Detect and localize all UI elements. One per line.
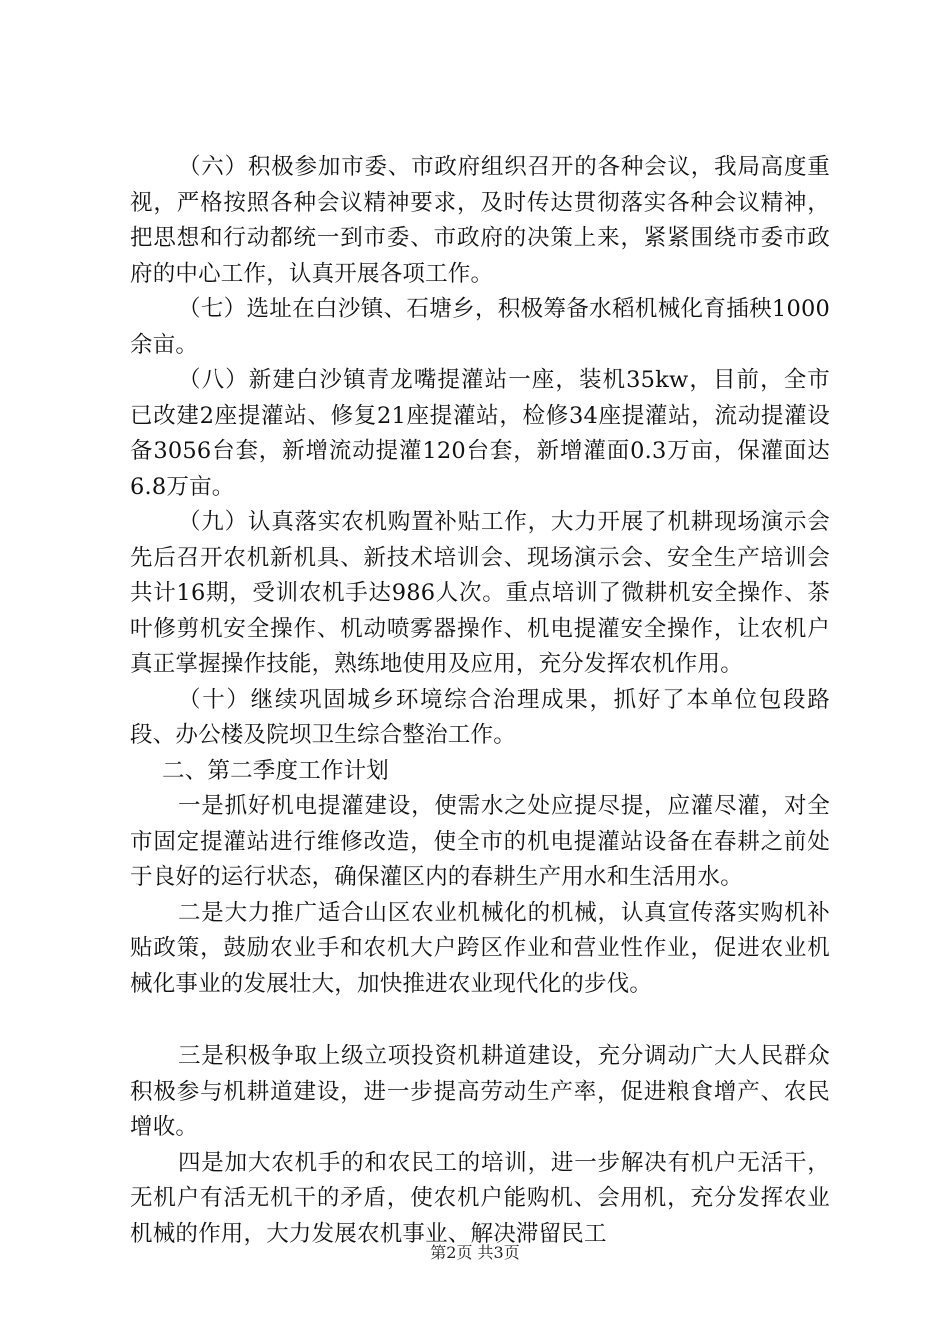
section-heading-q2-plan: 二、第二季度工作计划 bbox=[162, 757, 390, 784]
plan-paragraph-4: 四是加大农机手的和农民工的培训，进一步解决有机户无活干，无机户有活无机干的矛盾，使农机户能购机、会用机，充分发挥农业机械的作用，大力发展农机事业、解决滞留民工 bbox=[130, 1149, 830, 1247]
page-number-footer: 第2页 共3页 bbox=[430, 1243, 520, 1262]
paragraph-item-6: （六）积极参加市委、市政府组织召开的各种会议，我局高度重视，严格按照各种会议精神要求，及时传达贯彻落实各种会议精神，把思想和行动都统一到市委、市政府的决策上来，紧紧围绕市委市政府的中心工作，认真开展各项工作。 bbox=[130, 154, 830, 287]
paragraph-item-9: （九）认真落实农机购置补贴工作，大力开展了机耕现场演示会先后召开农机新机具、新技术培训会、现场演示会、安全生产培训会共计16期，受训农机手达986人次。重点培训了微耕机安全操作、茶叶修剪机安全操作、机动喷雾器操作、机电提灌安全操作，让农机户真正掌握操作技能，熟练地使用及应用，充分发挥农机作用。 bbox=[130, 509, 830, 677]
plan-paragraph-1: 一是抓好机电提灌建设，使需水之处应提尽提，应灌尽灌，对全市固定提灌站进行维修改造，使全市的机电提灌站设备在春耕之前处于良好的运行状态，确保灌区内的春耕生产用水和生活用水。 bbox=[130, 793, 830, 890]
paragraph-item-8: （八）新建白沙镇青龙嘴提灌站一座，装机35kw，目前，全市已改建2座提灌站、修复21座提灌站，检修34座提灌站，流动提灌设备3056台套，新增流动提灌120台套，新增灌面0.3万亩，保灌面达6.8万亩。 bbox=[130, 367, 830, 500]
plan-paragraph-3: 三是积极争取上级立项投资机耕道建设，充分调动广大人民群众积极参与机耕道建设，进一步提高劳动生产率，促进粮食增产、农民增收。 bbox=[130, 1043, 830, 1140]
paragraph-item-7: （七）选址在白沙镇、石塘乡，积极筹备水稻机械化育插秧1000余亩。 bbox=[130, 296, 830, 358]
paragraph-item-10: （十）继续巩固城乡环境综合治理成果，抓好了本单位包段路段、办公楼及院坝卫生综合整治工作。 bbox=[130, 686, 830, 748]
document-body bbox=[130, 150, 830, 1252]
plan-paragraph-2: 二是大力推广适合山区农业机械化的机械，认真宣传落实购机补贴政策，鼓励农业手和农机大户跨区作业和营业性作业，促进农业机械化事业的发展壮大，加快推进农业现代化的步伐。 bbox=[130, 899, 830, 997]
